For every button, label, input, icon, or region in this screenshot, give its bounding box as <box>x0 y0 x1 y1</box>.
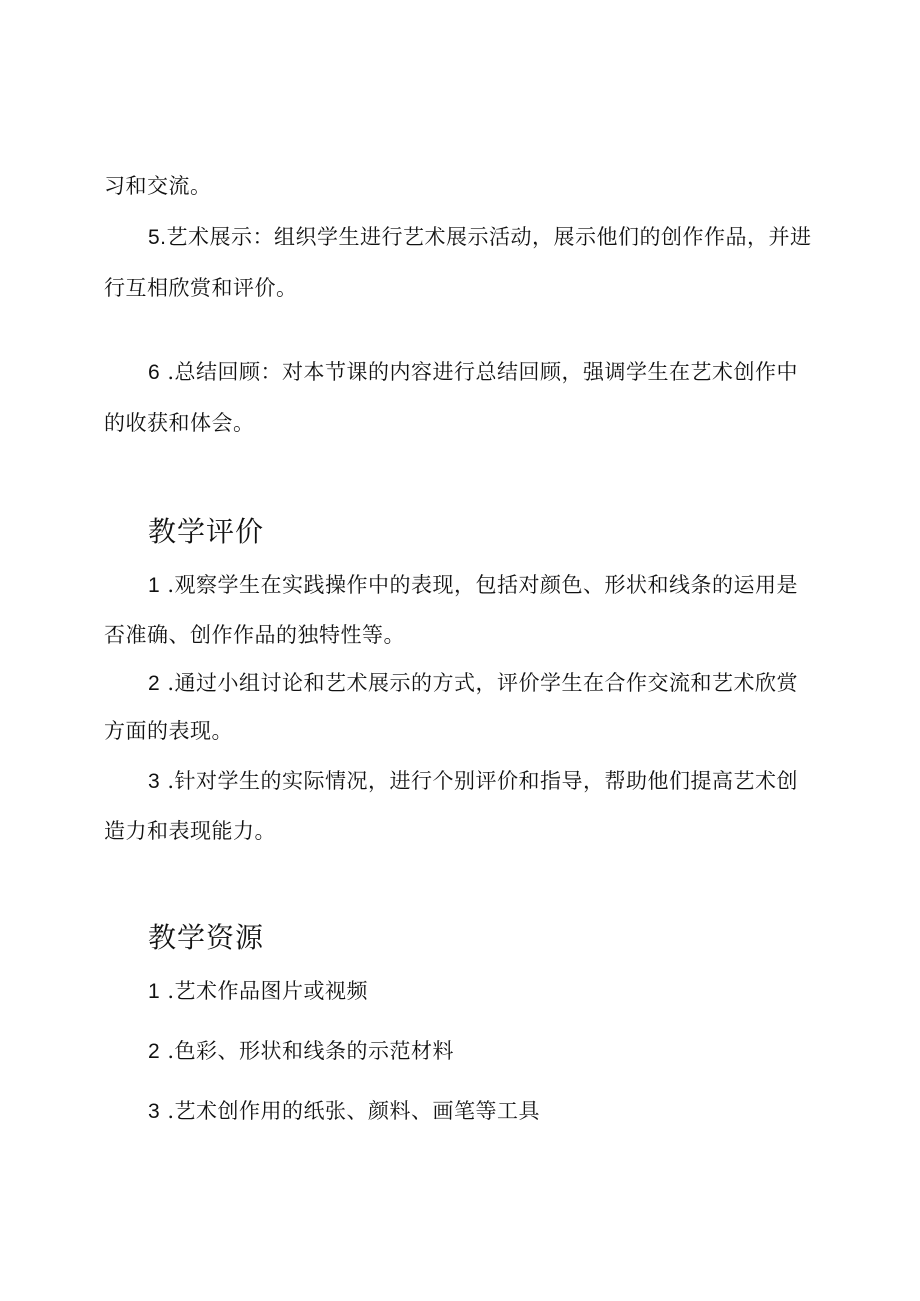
continuation-text: 习和交流。 <box>104 174 212 198</box>
evaluation-item-2-line-1: 2 .通过小组讨论和艺术展示的方式，评价学生在合作交流和艺术欣赏 <box>148 671 799 695</box>
section-heading-resources: 教学资源 <box>148 921 265 954</box>
step-5-text: 艺术展示：组织学生进行艺术展示活动，展示他们的创作作品，并进 <box>166 225 812 249</box>
evaluation-item-3-line-1: 3 .针对学生的实际情况，进行个别评价和指导，帮助他们提高艺术创 <box>148 769 799 793</box>
step-6-number: 6 <box>148 361 161 384</box>
evaluation-item-3-line-2: 造力和表现能力。 <box>104 819 276 843</box>
evaluation-item-1-line-1: 1 .观察学生在实践操作中的表现，包括对颜色、形状和线条的运用是 <box>148 573 799 597</box>
evaluation-item-2-line-2: 方面的表现。 <box>104 719 233 743</box>
step-6-text: .总结回顾：对本节课的内容进行总结回顾，强调学生在艺术创作中 <box>167 360 799 384</box>
step-6-line-2: 的收获和体会。 <box>104 411 255 435</box>
evaluation-item-1-line-2: 否准确、创作作品的独特性等。 <box>104 623 405 647</box>
resource-item-2: 2 .色彩、形状和线条的示范材料 <box>148 1039 455 1063</box>
step-5-line-2: 行互相欣赏和评价。 <box>104 276 298 300</box>
resource-item-1: 1 .艺术作品图片或视频 <box>148 979 369 1003</box>
step-6-line-1 <box>148 358 798 387</box>
resource-item-3: 3 .艺术创作用的纸张、颜料、画笔等工具 <box>148 1099 541 1123</box>
section-heading-evaluation: 教学评价 <box>148 515 265 548</box>
step-5-line-1 <box>148 223 812 252</box>
step-5-number: 5. <box>148 226 167 249</box>
